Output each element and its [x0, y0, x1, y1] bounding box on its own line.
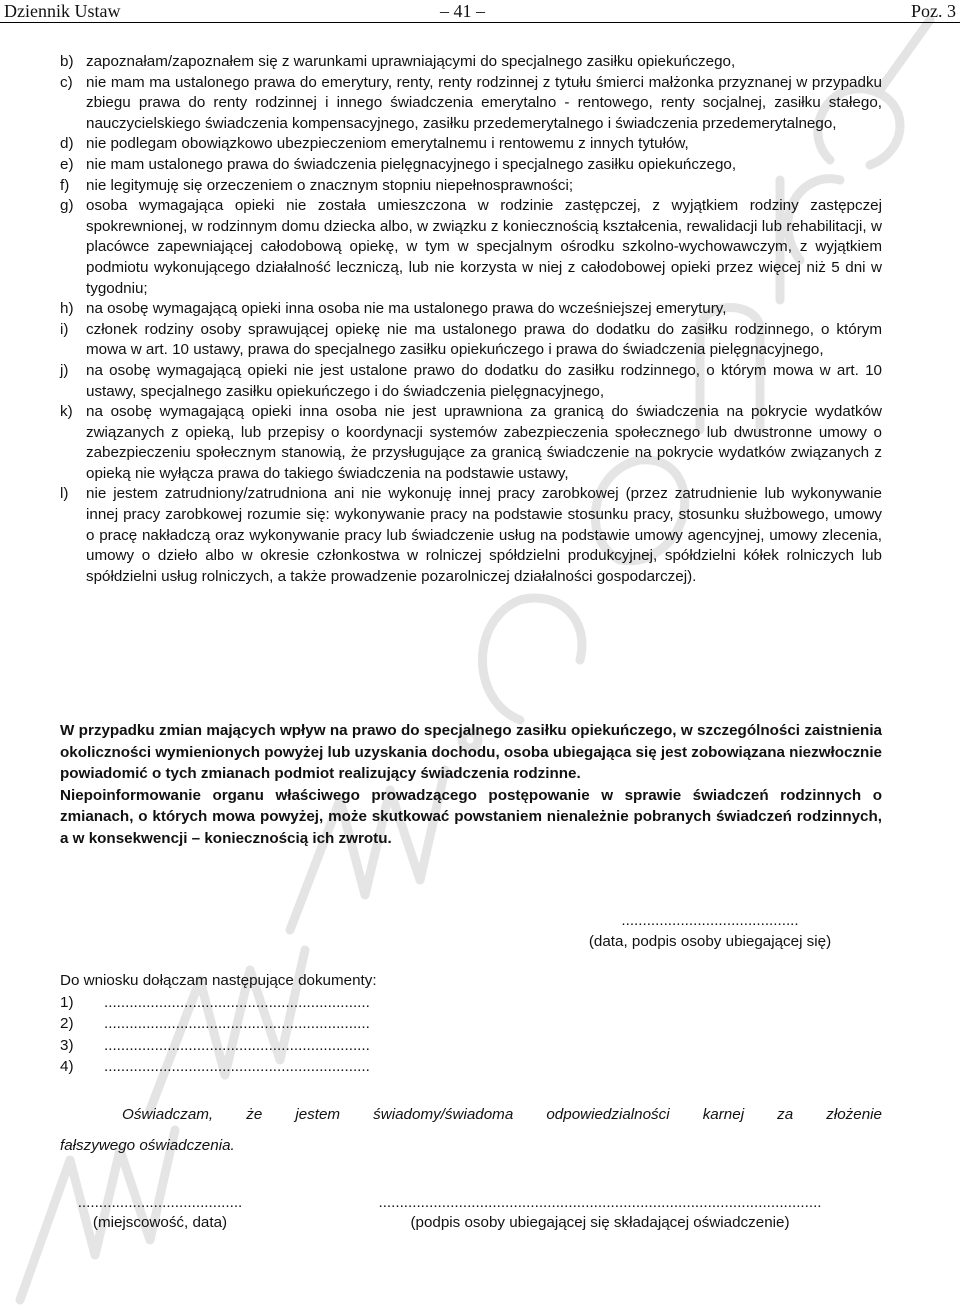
attachment-blank: ...............................................................	[104, 1058, 370, 1075]
change-notice	[60, 720, 882, 849]
attachments-section	[60, 970, 377, 1078]
list-item	[60, 73, 882, 135]
list-item	[60, 484, 882, 587]
list-item-text: na osobę wymagającą opieki inna osoba nie ma ustalonego prawa do wcześniejszej emerytury,	[86, 300, 727, 318]
list-marker: e)	[60, 155, 74, 173]
applicant-signature-block	[560, 910, 860, 952]
signature-line: ..........................................	[621, 912, 799, 929]
attachments-title: Do wniosku dołączam następujące dokumenty:	[60, 972, 377, 989]
attachment-blank: ...............................................................	[104, 1015, 370, 1032]
notice-paragraph-obligation: W przypadku zmian mających wpływ na prawo do specjalnego zasiłku opiekuńczego, w szczególności zaistnienia okoliczności wymienionych powyżej lub uzyskania dochodu, osoba ubiegająca się jest zobowiązana niezwłocznie powiadomić o tych zmianach podmiot realizujący świadczenia rodzinne.	[60, 722, 883, 782]
list-item-text: nie jestem zatrudniony/zatrudniona ani nie wykonuję innej pracy zarobkowej (przez zatrudnienie lub wykonywanie innej pracy zarobkowej rozumie się: wykonywanie pracy na podstawie stosunku pracy, stosunku służbowego, umowy o pracę nakładczą oraz wykonywanie pracy lub świadczenie usług na podstawie umowy agencyjnej, umowy zlecenia, umowy o dzieło albo w okresie członkostwa w rolniczej spółdzielni produkcyjnej, spółdzielni kółek rolniczych lub spółdzielni usług rolniczych, a także prowadzenie pozarolniczej działalności gospodarczej).	[86, 485, 882, 585]
list-item	[60, 320, 882, 361]
place-date-line: .......................................	[77, 1194, 243, 1211]
list-marker: c)	[60, 73, 73, 91]
list-marker: j)	[60, 361, 69, 379]
list-item-text: nie mam ustalonego prawa do świadczenia pielęgnacyjnego i specjalnego zasiłku opiekuńczego,	[86, 155, 737, 173]
statement-list	[60, 52, 882, 587]
notice-paragraph-consequence: Niepoinformowanie organu właściwego prowadzącego postępowanie w sprawie świadczeń rodzinnych o zmianach, o których mowa powyżej, może skutkować powstaniem nienależnie pobranych świadczeń rodzinnych, a w konsekwencji – koniecznością ich zwrotu.	[60, 786, 882, 847]
list-marker: k)	[60, 403, 73, 421]
page-header	[0, 0, 960, 23]
declarant-signature-line: .........................................................................................................	[378, 1194, 822, 1211]
list-item-text: nie legitymuję się orzeczeniem o znacznym stopniu niepełnosprawności;	[86, 176, 574, 194]
list-marker: l)	[60, 485, 69, 503]
list-item	[60, 134, 882, 155]
list-item	[60, 299, 882, 320]
list-item-text: na osobę wymagającą opieki inna osoba nie jest uprawniona za granicą do świadczenia na pokrycie wydatków związanych z opieką, lub przepisy o koordynacji systemów zabezpieczenia społecznego lub dwustronne umowy o zabezpieczeniu społecznym stanowią, że przysługujące za granicą świadczenie na pokrycie wydatków związanych z opieką nie wyłącza prawa do takiego świadczenia na podstawie ustawy,	[86, 403, 882, 482]
declaration-line-2: fałszywego oświadczenia.	[60, 1137, 235, 1154]
attachment-number: 3)	[60, 1036, 74, 1054]
attachment-blank: ...............................................................	[104, 993, 370, 1011]
list-item-text: osoba wymagająca opieki nie została umieszczona w rodzinie zastępczej, z wyjątkiem rodziny zastępczej spokrewnionej, w rodzinnym domu dziecka albo, w związku z koniecznością kształcenia, rewalidacji lub rehabilitacji, w placówce zapewniającej całodobową opiekę, w tym w specjalnym ośrodku szkolno-wychowawczym, z wyjątkiem podmiotu wykonującego działalność leczniczą, lub nie korzysta w niej z całodobowej opieki przez więcej niż 5 dni w tygodniu;	[86, 197, 882, 297]
list-marker: h)	[60, 300, 74, 318]
list-item-text: nie podlegam obowiązkowo ubezpieczeniom emerytalnemu i rentowemu z innych tytułów,	[86, 135, 689, 153]
list-item-text: nie mam ma ustalonego prawa do emerytury, renty, renty rodzinnej z tytułu śmierci małżonka przyznanej w przypadku zbiegu prawa do renty rodzinnej i innego świadczenia emerytalno - rentowego, renty socjalnej, zasiłku stałego, nauczycielskiego świadczenia kompensacyjnego, zasiłku przedemerytalnego i świadczenia przedemerytalnego,	[86, 73, 882, 132]
list-marker: g)	[60, 197, 74, 215]
list-item	[60, 361, 882, 402]
attachment-blank: ...............................................................	[104, 1036, 370, 1054]
list-marker: i)	[60, 320, 69, 338]
signature-caption: (data, podpis osoby ubiegającej się)	[588, 933, 832, 950]
position-number: Poz. 3	[911, 1, 956, 21]
list-item-text: na osobę wymagającą opieki nie jest ustalone prawo do dodatku do zasiłku rodzinnego, o którym mowa w art. 10 ustawy, specjalnego zasiłku opiekuńczego i do świadczenia pielęgnacyjnego,	[86, 361, 882, 400]
list-item	[60, 176, 882, 197]
place-date-caption: (miejscowość, data)	[92, 1214, 228, 1231]
attachment-row	[60, 1035, 377, 1057]
declarant-signature-caption: (podpis osoby ubiegającej się składającej oświadczenie)	[410, 1214, 790, 1231]
attachment-row	[60, 1013, 377, 1035]
list-marker: d)	[60, 135, 74, 153]
attachment-number: 1)	[60, 993, 74, 1011]
place-date-block	[60, 1193, 260, 1233]
statement-list-container	[60, 52, 882, 587]
attachment-number: 2)	[60, 1015, 74, 1032]
declaration-line-1: Oświadczam, że jestem świadomy/świadoma odpowiedzialności karnej za złożenie	[122, 1106, 882, 1123]
list-item	[60, 52, 882, 73]
journal-title: Dziennik Ustaw	[4, 1, 121, 21]
list-marker: b)	[60, 53, 74, 70]
list-marker: f)	[60, 176, 70, 194]
criminal-liability-declaration	[60, 1104, 882, 1156]
attachment-number: 4)	[60, 1058, 74, 1075]
attachment-row	[60, 992, 377, 1014]
list-item-text: zapoznałam/zapoznałem się z warunkami uprawniającymi do specjalnego zasiłku opiekuńczego,	[86, 53, 736, 70]
list-item	[60, 402, 882, 484]
page-number: – 41 –	[440, 1, 485, 21]
list-item	[60, 155, 882, 176]
declarant-signature-block	[345, 1193, 855, 1233]
list-item-text: członek rodziny osoby sprawującej opiekę nie ma ustalonego prawa do dodatku do zasiłku rodzinnego, o którym mowa w art. 10 ustawy, prawa do specjalnego zasiłku opiekuńczego i prawa do świadczenia pielęgnacyjnego,	[86, 320, 882, 359]
attachment-row	[60, 1056, 377, 1078]
list-item	[60, 196, 882, 299]
